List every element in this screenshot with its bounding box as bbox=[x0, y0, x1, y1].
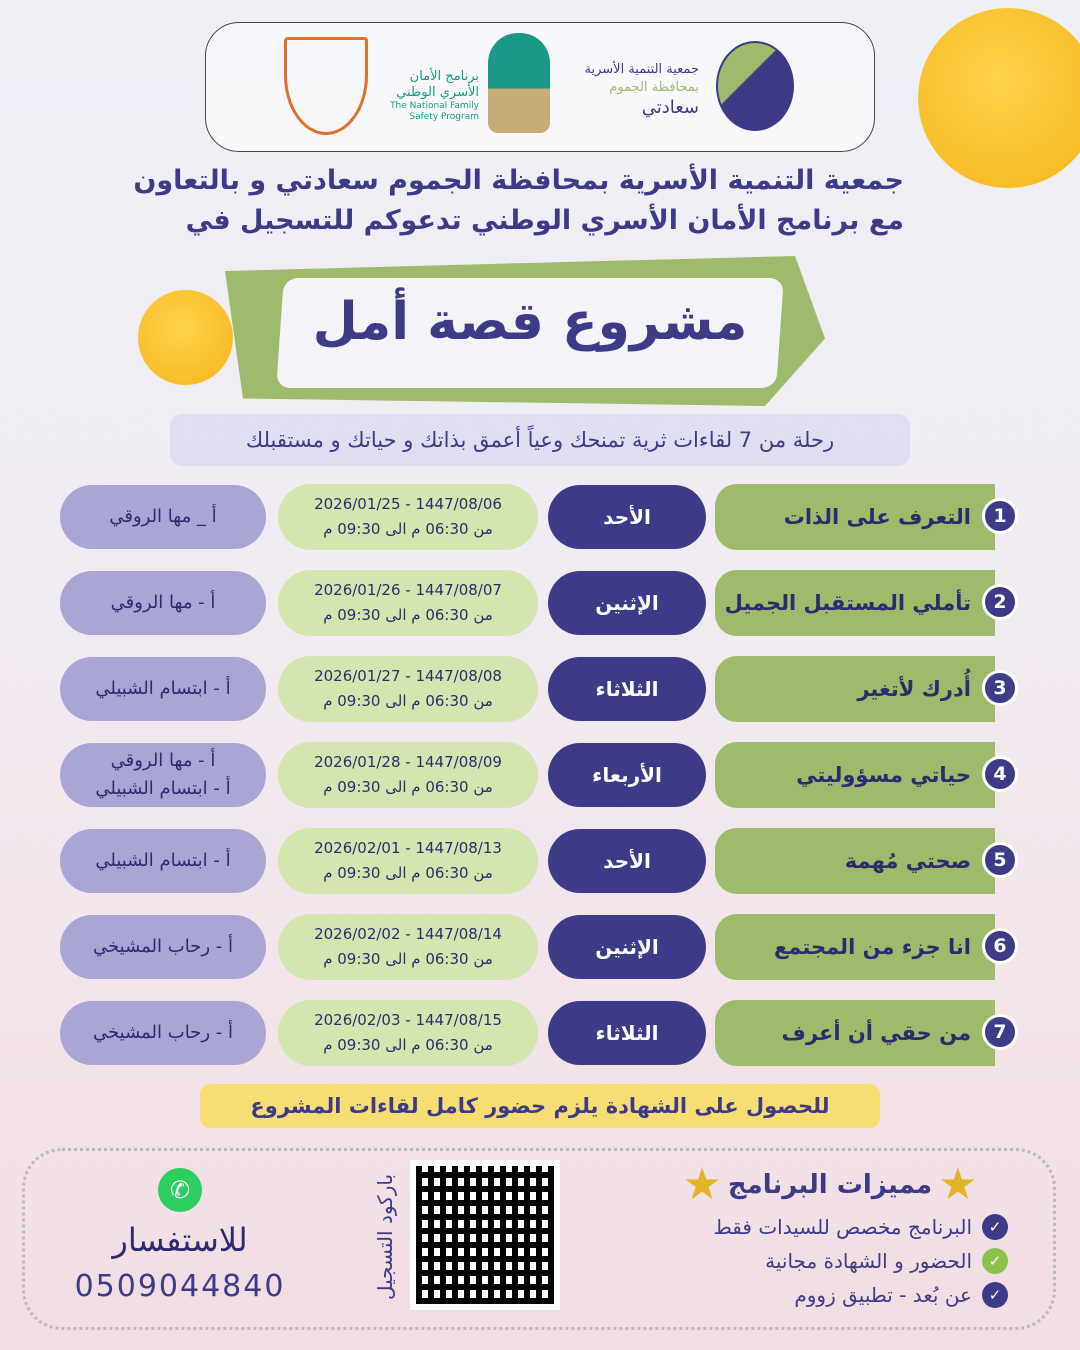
session-time: من 06:30 م الى 09:30 م bbox=[323, 520, 493, 538]
session-instructors bbox=[60, 743, 266, 807]
qr-label: باركود التسجيل bbox=[373, 1173, 397, 1301]
saadati-brand: سعادتي bbox=[641, 97, 699, 118]
session-day: الأحد bbox=[548, 829, 706, 893]
session-number: 1 bbox=[982, 498, 1018, 534]
session-date-time bbox=[278, 656, 538, 722]
session-topic: من حقي أن أعرف bbox=[715, 1000, 995, 1066]
feature-text: عن بُعد - تطبيق زووم bbox=[794, 1283, 972, 1307]
intro-line-1: جمعية التنمية الأسرية بمحافظة الجموم سعادتي و بالتعاون bbox=[133, 165, 904, 196]
session-number: 2 bbox=[982, 584, 1018, 620]
star-icon: ★ bbox=[938, 1159, 978, 1210]
tagline: رحلة من 7 لقاءات ثرية تمنحك وعياً أعمق بذاتك و حياتك و مستقبلك bbox=[170, 414, 910, 466]
session-instructors bbox=[60, 657, 266, 721]
session-date-time bbox=[278, 484, 538, 550]
session-time: من 06:30 م الى 09:30 م bbox=[323, 1036, 493, 1054]
session-date: 2026/02/02 - 1447/08/14 bbox=[314, 925, 502, 943]
session-time: من 06:30 م الى 09:30 م bbox=[323, 864, 493, 882]
session-date-time bbox=[278, 1000, 538, 1066]
intro-line-2: مع برنامج الأمان الأسري الوطني تدعوكم للتسجيل في bbox=[185, 205, 904, 236]
instructor-name: أ - مها الروقي bbox=[110, 750, 216, 771]
saadati-text bbox=[585, 61, 700, 119]
session-topic: تأملي المستقبل الجميل bbox=[715, 570, 995, 636]
features-list bbox=[608, 1214, 1008, 1308]
session-number: 4 bbox=[982, 756, 1018, 792]
session-instructors bbox=[60, 829, 266, 893]
instructor-name: أ - ابتسام الشبيلي bbox=[95, 778, 231, 799]
instructor-name: أ - رحاب المشيخي bbox=[93, 936, 233, 957]
session-topic: أُدرك لأتغير bbox=[715, 656, 995, 722]
project-title: مشروع قصة أمل bbox=[312, 292, 748, 352]
session-date-time bbox=[278, 828, 538, 894]
session-date: 2026/02/03 - 1447/08/15 bbox=[314, 1011, 502, 1029]
session-time: من 06:30 م الى 09:30 م bbox=[323, 606, 493, 624]
instructor-name: أ - ابتسام الشبيلي bbox=[95, 678, 231, 699]
nfsp-ar2: الأسري الوطني bbox=[396, 85, 479, 100]
session-topic: صحتي مُهمة bbox=[715, 828, 995, 894]
session-number: 3 bbox=[982, 670, 1018, 706]
feature-text: الحضور و الشهادة مجانية bbox=[765, 1249, 972, 1273]
feature-item bbox=[713, 1214, 1008, 1240]
features-title-text: مميزات البرنامج bbox=[727, 1170, 933, 1200]
session-date-time bbox=[278, 914, 538, 980]
session-date: 2026/01/28 - 1447/08/09 bbox=[314, 753, 502, 771]
session-instructors bbox=[60, 1001, 266, 1065]
partner-logos-bar bbox=[205, 22, 875, 152]
nfsp-en1: The National Family bbox=[390, 101, 479, 111]
session-time: من 06:30 م الى 09:30 م bbox=[323, 778, 493, 796]
features-title bbox=[630, 1160, 1030, 1210]
sun-illustration bbox=[918, 8, 1080, 188]
session-number: 7 bbox=[982, 1014, 1018, 1050]
session-topic: انا جزء من المجتمع bbox=[715, 914, 995, 980]
session-topic: التعرف على الذات bbox=[715, 484, 995, 550]
whatsapp-icon[interactable]: ✆ bbox=[158, 1168, 202, 1212]
session-date-time bbox=[278, 570, 538, 636]
session-day: الثلاثاء bbox=[548, 1001, 706, 1065]
instructor-name: أ _ مها الروقي bbox=[109, 506, 217, 527]
instructor-name: أ - رحاب المشيخي bbox=[93, 1022, 233, 1043]
nfsp-ar1: برنامج الأمان bbox=[409, 69, 479, 84]
nfsp-text bbox=[390, 69, 479, 123]
saadati-name: جمعية التنمية الأسرية bbox=[584, 62, 699, 77]
session-date: 2026/01/27 - 1447/08/08 bbox=[314, 667, 502, 685]
instructor-name: أ - مها الروقي bbox=[110, 592, 216, 613]
session-date-time bbox=[278, 742, 538, 808]
check-icon: ✓ bbox=[982, 1214, 1008, 1240]
session-date: 2026/01/25 - 1447/08/06 bbox=[314, 495, 502, 513]
saadati-sub: بمحافظة الجموم bbox=[609, 80, 699, 95]
session-date: 2026/02/01 - 1447/08/13 bbox=[314, 839, 502, 857]
session-time: من 06:30 م الى 09:30 م bbox=[323, 692, 493, 710]
feature-item bbox=[765, 1248, 1008, 1274]
check-icon: ✓ bbox=[982, 1282, 1008, 1308]
nfsp-logo bbox=[488, 33, 550, 133]
session-instructors bbox=[60, 915, 266, 979]
session-topic: حياتي مسؤوليتي bbox=[715, 742, 995, 808]
session-date: 2026/01/26 - 1447/08/07 bbox=[314, 581, 502, 599]
check-icon: ✓ bbox=[982, 1248, 1008, 1274]
certificate-note: للحصول على الشهادة يلزم حضور كامل لقاءات المشروع bbox=[200, 1084, 880, 1128]
title-banner bbox=[225, 256, 825, 406]
session-number: 5 bbox=[982, 842, 1018, 878]
session-number: 6 bbox=[982, 928, 1018, 964]
session-day: الإثنين bbox=[548, 915, 706, 979]
star-icon: ★ bbox=[682, 1159, 722, 1210]
feature-item bbox=[794, 1282, 1008, 1308]
session-day: الأحد bbox=[548, 485, 706, 549]
session-instructors bbox=[60, 485, 266, 549]
session-day: الثلاثاء bbox=[548, 657, 706, 721]
feature-text: البرنامج مخصص للسيدات فقط bbox=[713, 1215, 972, 1239]
contact-label: للاستفسار bbox=[112, 1221, 248, 1259]
shield-logo bbox=[284, 37, 368, 135]
contact-phone[interactable]: 0509044840 bbox=[74, 1269, 286, 1304]
small-sun-illustration bbox=[138, 290, 233, 385]
nfsp-en2: Safety Program bbox=[409, 112, 479, 122]
instructor-name: أ - ابتسام الشبيلي bbox=[95, 850, 231, 871]
session-time: من 06:30 م الى 09:30 م bbox=[323, 950, 493, 968]
session-day: الأربعاء bbox=[548, 743, 706, 807]
saadati-logo bbox=[716, 41, 794, 131]
session-instructors bbox=[60, 571, 266, 635]
registration-qr-code[interactable] bbox=[410, 1160, 560, 1310]
session-day: الإثنين bbox=[548, 571, 706, 635]
